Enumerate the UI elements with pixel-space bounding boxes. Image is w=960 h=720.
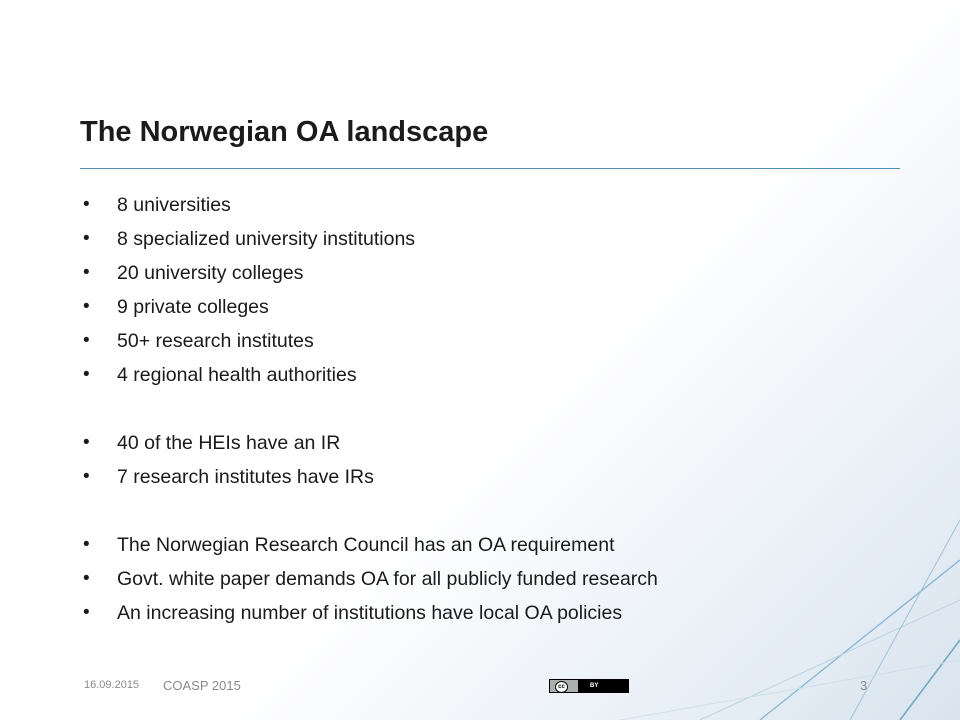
bullet-item [80, 562, 658, 596]
bullet-text: 8 universities [117, 194, 231, 216]
footer-conference: COASP 2015 [163, 678, 241, 693]
bullet-text: Govt. white paper demands OA for all publicly funded research [117, 568, 658, 590]
bullet-list [80, 188, 658, 630]
bullet-dot-icon: • [83, 364, 90, 385]
page-number: 3 [860, 678, 868, 693]
bullet-item [80, 188, 658, 222]
bullet-dot-icon: • [83, 432, 90, 453]
bullet-item [80, 358, 658, 392]
bullet-text: 40 of the HEIs have an IR [117, 432, 341, 454]
bullet-text: 8 specialized university institutions [117, 228, 416, 250]
bullet-item [80, 256, 658, 290]
bullet-dot-icon: • [83, 262, 90, 283]
bullet-item [80, 290, 658, 324]
cc-by-license-badge [549, 679, 629, 693]
slide-title: The Norwegian OA landscape [80, 116, 489, 148]
bullet-dot-icon: • [83, 330, 90, 351]
bullet-dot-icon: • [83, 534, 90, 555]
license-badge-dark-band [578, 680, 628, 692]
cc-icon [555, 681, 568, 693]
bullet-item [80, 426, 658, 460]
bullet-dot-icon: • [83, 466, 90, 487]
bullet-item [80, 528, 658, 562]
bullet-text: An increasing number of institutions have local OA policies [117, 602, 623, 624]
bullet-item [80, 222, 658, 256]
cc-icon-label: cc [558, 684, 565, 690]
bullet-text: 4 regional health authorities [117, 364, 357, 386]
bullet-item [80, 324, 658, 358]
footer-date: 16.09.2015 [84, 679, 140, 691]
bullet-dot-icon: • [83, 602, 90, 623]
bullet-item [80, 596, 658, 630]
bullet-dot-icon: • [83, 228, 90, 249]
bullet-dot-icon: • [83, 568, 90, 589]
bullet-dot-icon: • [83, 296, 90, 317]
bullet-text: 20 university colleges [117, 262, 304, 284]
by-icon: BY [590, 683, 599, 689]
bullet-dot-icon: • [83, 194, 90, 215]
bullet-item [80, 460, 658, 494]
bullet-text: The Norwegian Research Council has an OA requirement [117, 534, 615, 556]
bullet-text: 50+ research institutes [117, 330, 314, 352]
title-divider [80, 168, 900, 169]
bullet-text: 7 research institutes have IRs [117, 466, 374, 488]
bullet-text: 9 private colleges [117, 296, 269, 318]
